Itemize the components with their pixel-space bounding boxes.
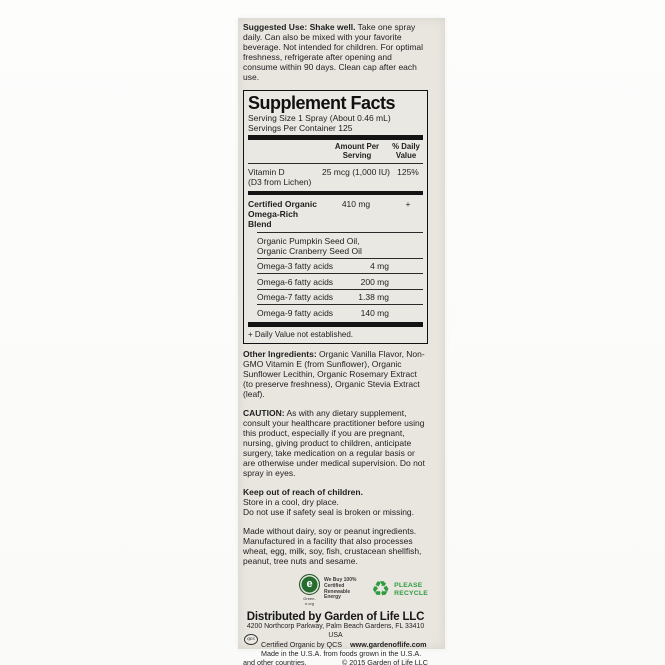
safety-seal-warning: Do not use if safety seal is broken or missing. <box>243 506 415 517</box>
suggested-use <box>243 22 428 82</box>
caution-body: As with any dietary supplement, consult your healthcare practitioner before using this product, especially if you are pregnant, nursing, giving product to children, anticipate surgery, take medication on a regular basis or are otherwise under medical supervision. Do not spray in eyes. <box>243 407 425 478</box>
daily-value-footnote: + Daily Value not established. <box>248 329 354 339</box>
blend-daily-value: + <box>405 198 411 209</box>
recycle-icon: ♻ <box>371 577 391 601</box>
caution-statement <box>243 408 428 478</box>
omega6-name: Omega-6 fatty acids <box>257 276 334 287</box>
made-in-usa-line: Made in the U.S.A. from foods grown in the U.S.A. <box>261 649 422 658</box>
omega6-amount: 200 mg <box>360 276 389 287</box>
qcs-seal-icon: qcs <box>244 634 258 645</box>
other-ingredients-body: Organic Vanilla Flavor, Non-GMO Vitamin E (from Sunflower), Organic Sunflower Lecithin, Organic Rosemary Extract (to preserve freshness), Organic Stevia Extract (leaf). <box>243 348 425 399</box>
table-row-omega6 <box>257 273 423 289</box>
omega9-name: Omega-9 fatty acids <box>257 307 334 318</box>
omega9-amount: 140 mg <box>360 307 389 318</box>
suggested-use-lead: Suggested Use: Shake well. <box>243 22 356 32</box>
warnings-block <box>243 487 428 517</box>
blend-name-line2: Omega-Rich Blend <box>248 208 299 229</box>
omega7-name: Omega-7 fatty acids <box>257 292 334 302</box>
vitamin-d-daily-value: 125% <box>397 167 419 177</box>
blend-sub-section <box>248 232 423 320</box>
blend-ingredients-line2: Organic Cranberry Seed Oil <box>257 245 362 256</box>
table-row-vitamin-d <box>248 165 423 189</box>
divider-medium <box>248 191 423 195</box>
other-countries-text: and other countries. <box>243 658 307 665</box>
recycle-text-line1: PLEASE <box>394 582 423 589</box>
copyright-text: © 2015 Garden of Life LLC <box>341 658 428 665</box>
divider-thick <box>248 135 423 140</box>
omega3-name: Omega-3 fatty acids <box>257 261 334 271</box>
table-row-omega7 <box>257 289 423 305</box>
recycle-text-line2: RECYCLE <box>394 589 428 597</box>
green-e-icon: e <box>299 574 320 595</box>
table-row-omega3 <box>257 258 423 274</box>
caution-lead: CAUTION: <box>243 407 285 418</box>
recycle-badge <box>371 579 428 601</box>
distributor-name: Distributed by Garden of Life LLC <box>246 610 425 623</box>
table-row-omega9 <box>257 304 423 320</box>
allergen-statement: Made without dairy, soy or peanut ingredients. Manufactured in a facility that also processes wheat, egg, milk, soy, fish, crustacean shellfish, peanut, tree nuts and sesame. <box>243 525 422 566</box>
column-header-daily-value: % Daily Value <box>392 142 420 160</box>
website-url: www.gardenoflife.com <box>350 640 427 649</box>
green-e-badge <box>299 574 320 606</box>
serving-size: Serving Size 1 Spray (About 0.46 mL) <box>248 113 391 123</box>
vitamin-d-name-line2: (D3 from Lichen) <box>248 177 312 187</box>
table-row-blend <box>248 197 423 231</box>
green-e-caption: Green-e.org <box>303 595 316 606</box>
facts-header-row <box>248 142 423 162</box>
certified-organic-line <box>243 640 428 649</box>
blend-amount: 410 mg <box>341 198 371 209</box>
blend-ingredients-line1: Organic Pumpkin Seed Oil, <box>257 235 360 246</box>
supplement-label <box>238 18 445 665</box>
suggested-use-body: Take one spray daily. Can also be mixed with your favorite beverage. Not intended for children. For optimal freshness, refrigerate after opening and consume within 90 days. Clean cap after each use. <box>243 22 424 82</box>
column-header-amount: Amount Per Serving <box>334 142 380 160</box>
divider-hairline <box>248 163 423 164</box>
certified-organic-text: Certified Organic by QCS <box>261 640 343 649</box>
copyright-line <box>243 658 428 665</box>
vitamin-d-amount: 25 mcg (1,000 IU) <box>321 167 391 177</box>
vitamin-d-name <box>248 167 319 187</box>
renewable-energy-text: We Buy 100% Certified Renewable Energy <box>324 576 357 601</box>
blend-name-line1: Certified Organic <box>248 198 317 209</box>
vitamin-d-name-line1: Vitamin D <box>248 167 285 177</box>
blend-ingredients <box>257 234 423 258</box>
supplement-facts-title: Supplement Facts <box>248 93 396 113</box>
certification-badges <box>299 574 428 606</box>
blend-name <box>248 199 319 229</box>
distributor-block <box>243 611 428 665</box>
omega7-amount: 1.38 mg <box>358 292 389 302</box>
other-ingredients-lead: Other Ingredients: <box>243 348 317 359</box>
storage-instruction: Store in a cool, dry place. <box>243 496 339 507</box>
divider-thick <box>248 322 423 327</box>
supplement-facts-panel <box>243 90 428 344</box>
divider-hairline <box>257 232 423 233</box>
servings-per-container: Servings Per Container 125 <box>248 123 353 133</box>
omega3-amount: 4 mg <box>370 261 389 271</box>
keep-out-of-reach: Keep out of reach of children. <box>243 486 363 497</box>
distributor-address: 4200 Northcorp Parkway, Palm Beach Gardens, FL 33410 USA <box>246 623 425 639</box>
other-ingredients <box>243 349 428 399</box>
please-recycle-text <box>394 582 428 597</box>
